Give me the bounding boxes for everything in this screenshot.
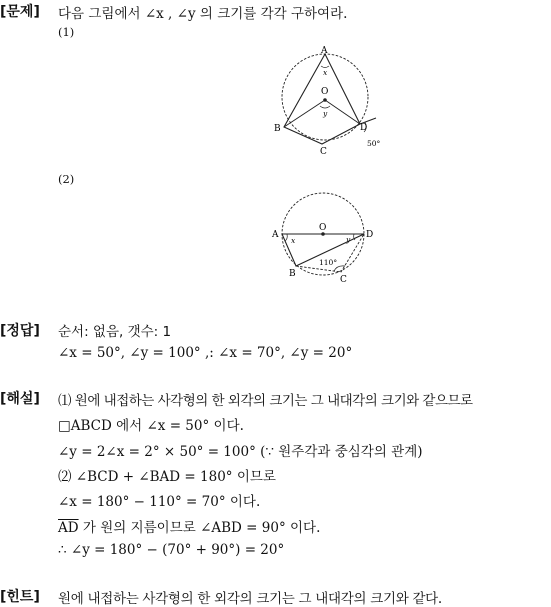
label-b: B (289, 269, 296, 279)
label-x: x (323, 68, 328, 77)
explanation-line-5: ∠x = 180° − 110° = 70° 이다. (58, 494, 261, 510)
problem-question: 다음 그림에서 ∠x , ∠y 의 크기를 각각 구하여라. (58, 6, 348, 22)
explanation-line-4: ⑵ ∠BCD + ∠BAD = 180° 이므로 (58, 469, 276, 485)
segment-od (325, 100, 360, 124)
label-o: O (319, 223, 327, 233)
angle-arc-x (285, 234, 287, 241)
explanation-line-6-rest: 가 원의 지름이므로 ∠ABD = 90° 이다. (78, 520, 321, 536)
answer-line: ∠x = 50°, ∠y = 100° ,: ∠x = 70°, ∠y = 20° (58, 345, 353, 361)
label-angle-50: 50° (367, 139, 381, 148)
segment-ob (284, 100, 325, 127)
explanation-line-7: ∴ ∠y = 180° − (70° + 90°) = 20° (58, 542, 285, 558)
explanation-line-1: ⑴ 원에 내접하는 사각형의 한 외각의 크기는 그 내대각의 크기와 같으므로 (58, 393, 473, 409)
label-c: C (320, 147, 327, 156)
quadrilateral-abcd (284, 54, 360, 144)
figure-1-circle-quadrilateral (272, 44, 382, 156)
segment-ad-overline: $\overline{AD}$ (58, 520, 79, 536)
label-o: O (321, 87, 329, 97)
label-angle-110: 110° (319, 258, 338, 267)
answer-meta: 순서: 없음, 갯수: 1 (58, 324, 172, 340)
center-point (323, 98, 327, 102)
label-d: D (366, 230, 374, 240)
label-x: x (291, 236, 296, 245)
label-a: A (321, 46, 328, 56)
label-d: D (360, 123, 368, 133)
explanation-line-3: ∠y = 2∠x = 2° × 50° = 100° (∵ 원주각과 중심각의 관계) (58, 444, 423, 460)
part1-label: (1) (58, 25, 75, 39)
answer-tag: [정답] (0, 323, 40, 339)
explanation-tag: [해설] (0, 391, 40, 407)
explanation-line-2: □ABCD 에서 ∠x = 50° 이다. (58, 418, 244, 434)
problem-tag: [문제] (0, 4, 40, 20)
label-a: A (272, 230, 279, 240)
angle-arc-y (320, 106, 330, 108)
hint-text: 원에 내접하는 사각형의 한 외각의 크기는 그 내대각의 크기와 같다. (58, 591, 442, 607)
label-y: y (323, 109, 328, 118)
part2-label: (2) (58, 172, 75, 186)
figure-2-circle-diameter (270, 192, 380, 284)
explanation-line-6 (58, 516, 320, 536)
label-c: C (340, 275, 347, 284)
label-y: y (346, 235, 351, 244)
label-b: B (274, 124, 281, 134)
hint-tag: [힌트] (0, 589, 40, 605)
